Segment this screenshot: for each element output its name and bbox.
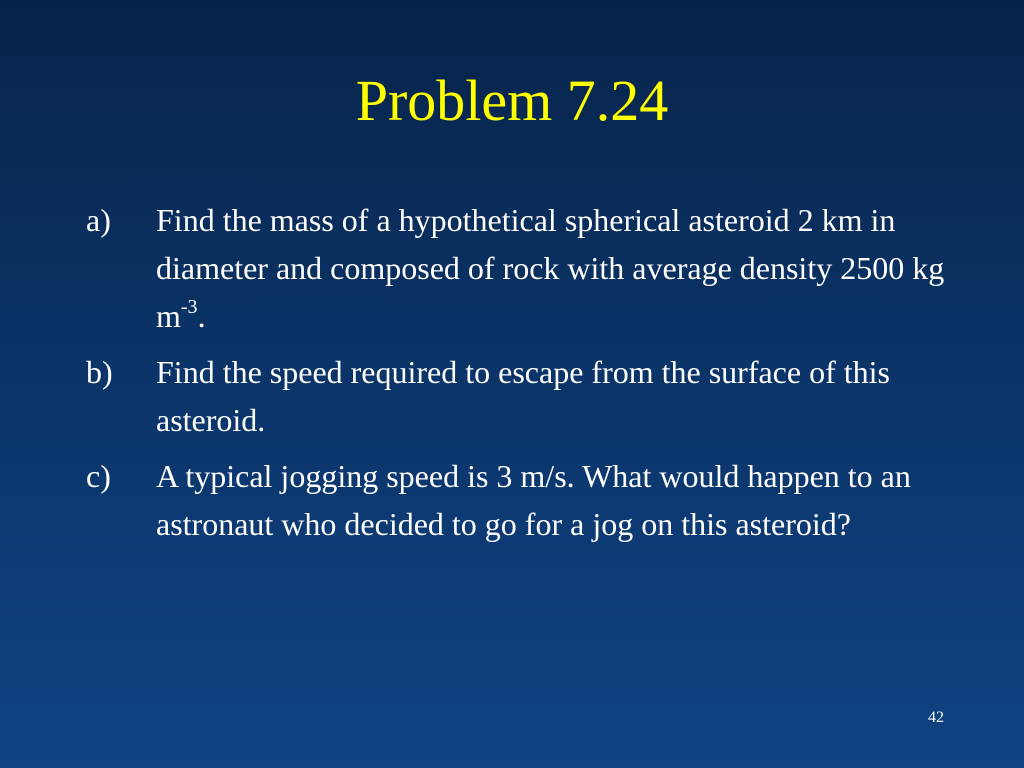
page-number: 42 xyxy=(928,709,944,726)
item-text-main: Find the mass of a hypothetical spherical asteroid 2 km in diameter and composed of rock with average density 2500 kg m xyxy=(156,202,945,334)
list-item xyxy=(86,196,946,340)
list-item xyxy=(86,348,946,444)
item-marker: a) xyxy=(86,202,111,238)
superscript-exponent: -3 xyxy=(180,296,198,318)
item-text xyxy=(156,202,944,334)
slide-title: Problem 7.24 xyxy=(355,68,669,133)
item-text-end: . xyxy=(197,298,206,334)
problem-parts-list xyxy=(86,196,946,556)
list-item xyxy=(86,452,946,548)
item-text: Find the speed required to escape from the surface of this asteroid. xyxy=(156,354,890,438)
item-marker: c) xyxy=(86,458,111,494)
item-text: A typical jogging speed is 3 m/s. What would happen to an astronaut who decided to go for a jog on this asteroid? xyxy=(156,458,911,542)
item-marker: b) xyxy=(86,354,113,390)
